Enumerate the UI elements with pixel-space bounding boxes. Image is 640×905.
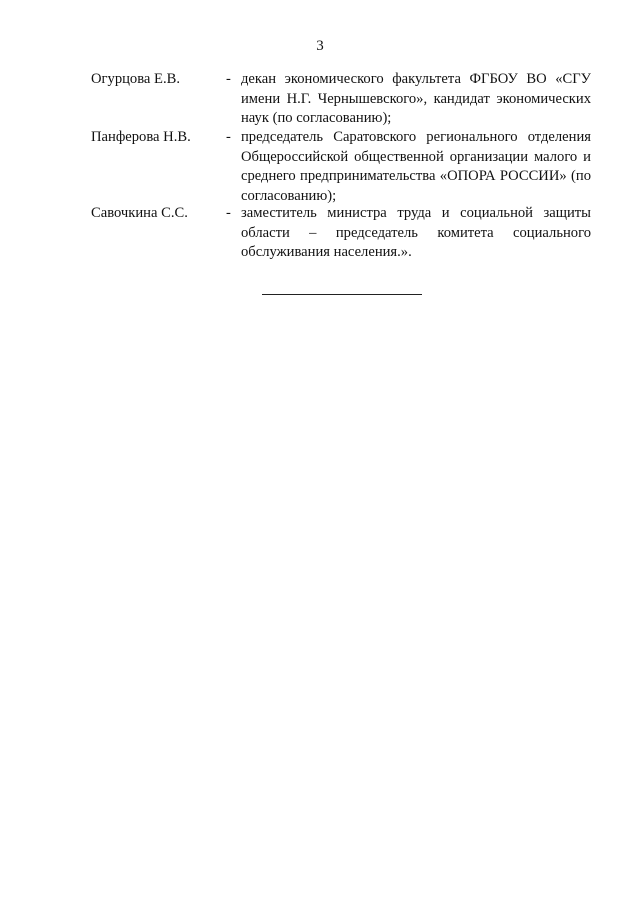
member-row — [91, 128, 591, 204]
member-name: Савочкина С.С. — [91, 205, 188, 221]
member-list — [91, 70, 591, 263]
member-dash: - — [226, 71, 231, 87]
member-row — [91, 204, 591, 263]
member-name: Огурцова Е.В. — [91, 71, 180, 87]
page-number: 3 — [316, 38, 324, 54]
member-role: декан экономического факультета ФГБОУ ВО «СГУ имени Н.Г. Чернышевского», кандидат экономических наук (по согласованию); — [241, 71, 591, 126]
member-role: заместитель министра труда и социальной защиты области – председатель комитета социального обслуживания населения.». — [241, 205, 591, 260]
member-dash: - — [226, 205, 231, 221]
closing-rule — [262, 294, 422, 295]
member-name: Панферова Н.В. — [91, 129, 191, 145]
member-row — [91, 70, 591, 128]
member-dash: - — [226, 129, 231, 145]
member-role: председатель Саратовского регионального отделения Общероссийской общественной организации малого и среднего предпринимательства «ОПОРА РОССИИ» (по согласованию); — [241, 129, 591, 204]
